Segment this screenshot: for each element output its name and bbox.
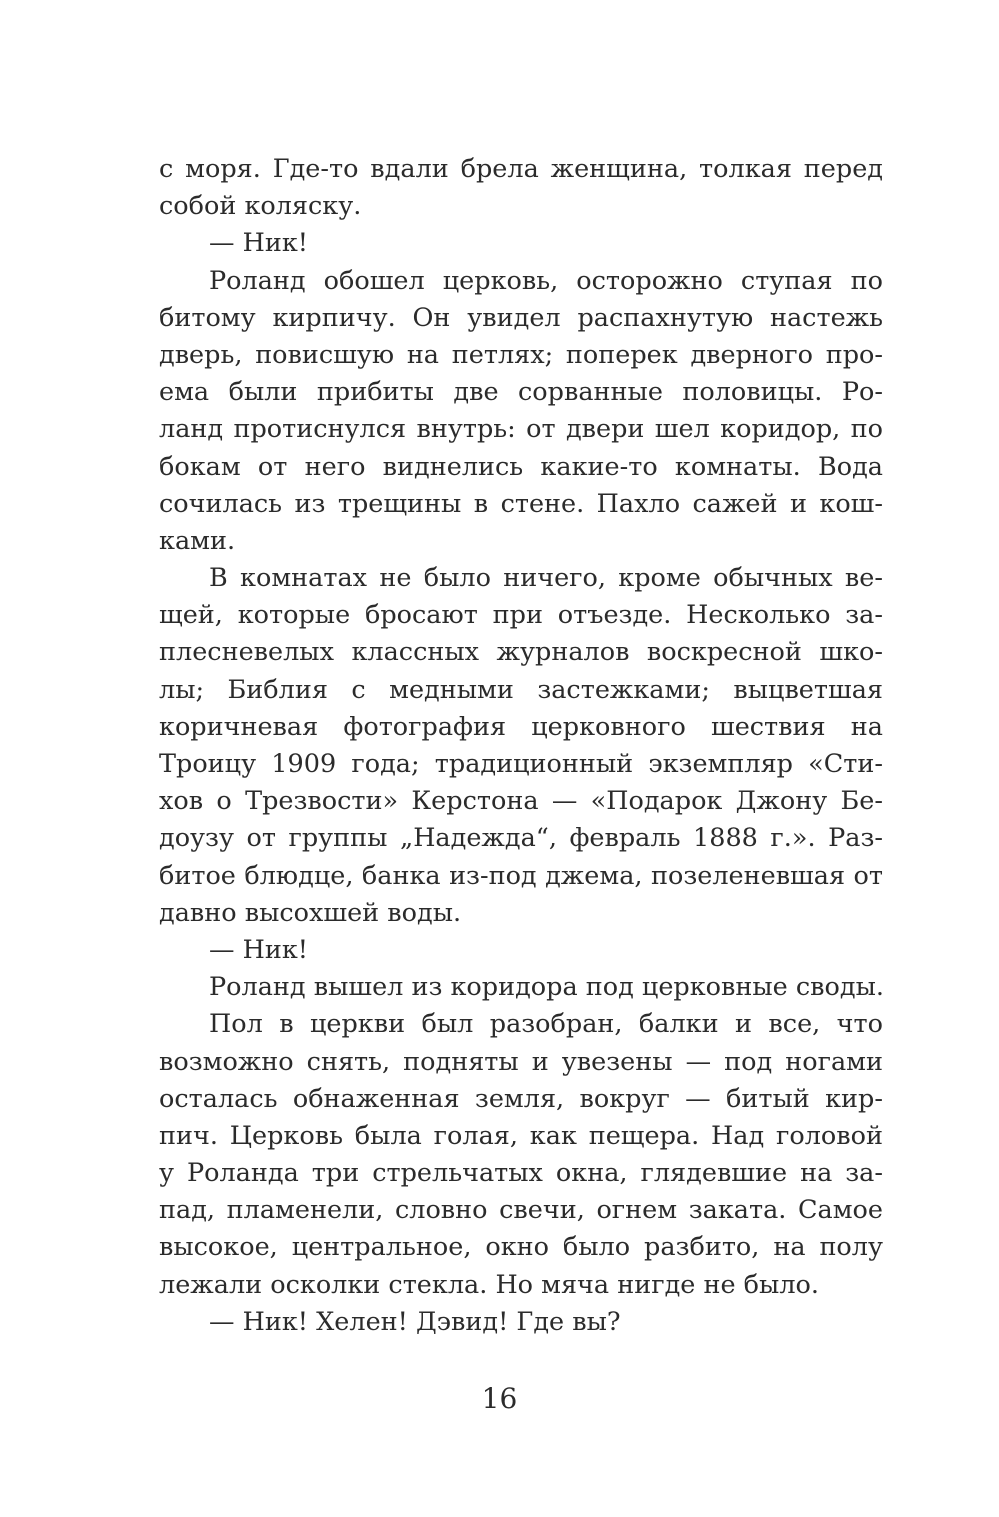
text-line: Троицу 1909 года; традиционный экземпляр «Сти- [159,749,883,779]
body-text [159,151,883,1341]
text-line: дверь, повисшую на петлях; поперек дверного про- [159,339,883,370]
text-line: Роланд вышел из коридора под церковные своды. [209,972,884,1003]
text-line: ема были прибиты две сорванные половицы. Ро- [159,377,883,408]
text-line: ками. [159,525,236,556]
text-line: плесневелых классных журналов воскресной шко- [159,637,883,668]
text-line: сочилась из трещины в стене. Пахло сажей и кош- [159,488,883,519]
text-line: В комнатах не было ничего, кроме обычных ве- [209,563,883,594]
text-line: Роланд обошел церковь, осторожно ступая по [209,265,883,296]
text-line: ланд протиснулся внутрь: от двери шел коридор, по [159,414,883,445]
text-line: возможно снять, подняты и увезены — под ногами [159,1046,883,1077]
text-line: лы; Библия с медными застежками; выцветшая [159,674,883,705]
text-line: лежали осколки стекла. Но мяча нигде не было. [159,1269,819,1300]
text-line: собой коляску. [159,191,362,222]
text-line: давно высохшей воды. [159,897,462,928]
page-number: 16 [481,1382,518,1415]
text-line: у Роланда три стрельчатых окна, глядевшие на за- [159,1158,883,1189]
text-line: осталась обнаженная земля, вокруг — битый кир- [159,1083,883,1114]
text-line: коричневая фотография церковного шествия на [159,711,883,742]
text-line: битое блюдце, банка из-под джема, позеленевшая от [159,860,883,891]
text-line: — Ник! Хелен! Дэвид! Где вы? [209,1306,621,1337]
text-line: доузу от группы „Надежда“, февраль 1888 г.». Раз- [159,823,883,854]
text-line: — Ник! [209,934,309,965]
text-line: хов о Трезвости» Керстона — «Подарок Джону Бе- [159,786,883,817]
text-line: битому кирпичу. Он увидел распахнутую настежь [159,302,883,333]
text-line: щей, которые бросают при отъезде. Несколько за- [159,600,883,631]
text-line: высокое, центральное, окно было разбито, на полу [159,1232,883,1263]
text-line: пич. Церковь была голая, как пещера. Над головой [159,1120,883,1151]
text-line: Пол в церкви был разобран, балки и все, что [209,1009,883,1040]
text-line: пад, пламенели, словно свечи, огнем заката. Самое [159,1195,883,1226]
text-line: бокам от него виднелись какие-то комнаты. Вода [159,451,883,482]
text-line: с моря. Где-то вдали брела женщина, толкая перед [159,154,883,184]
text-line: — Ник! [209,228,309,259]
